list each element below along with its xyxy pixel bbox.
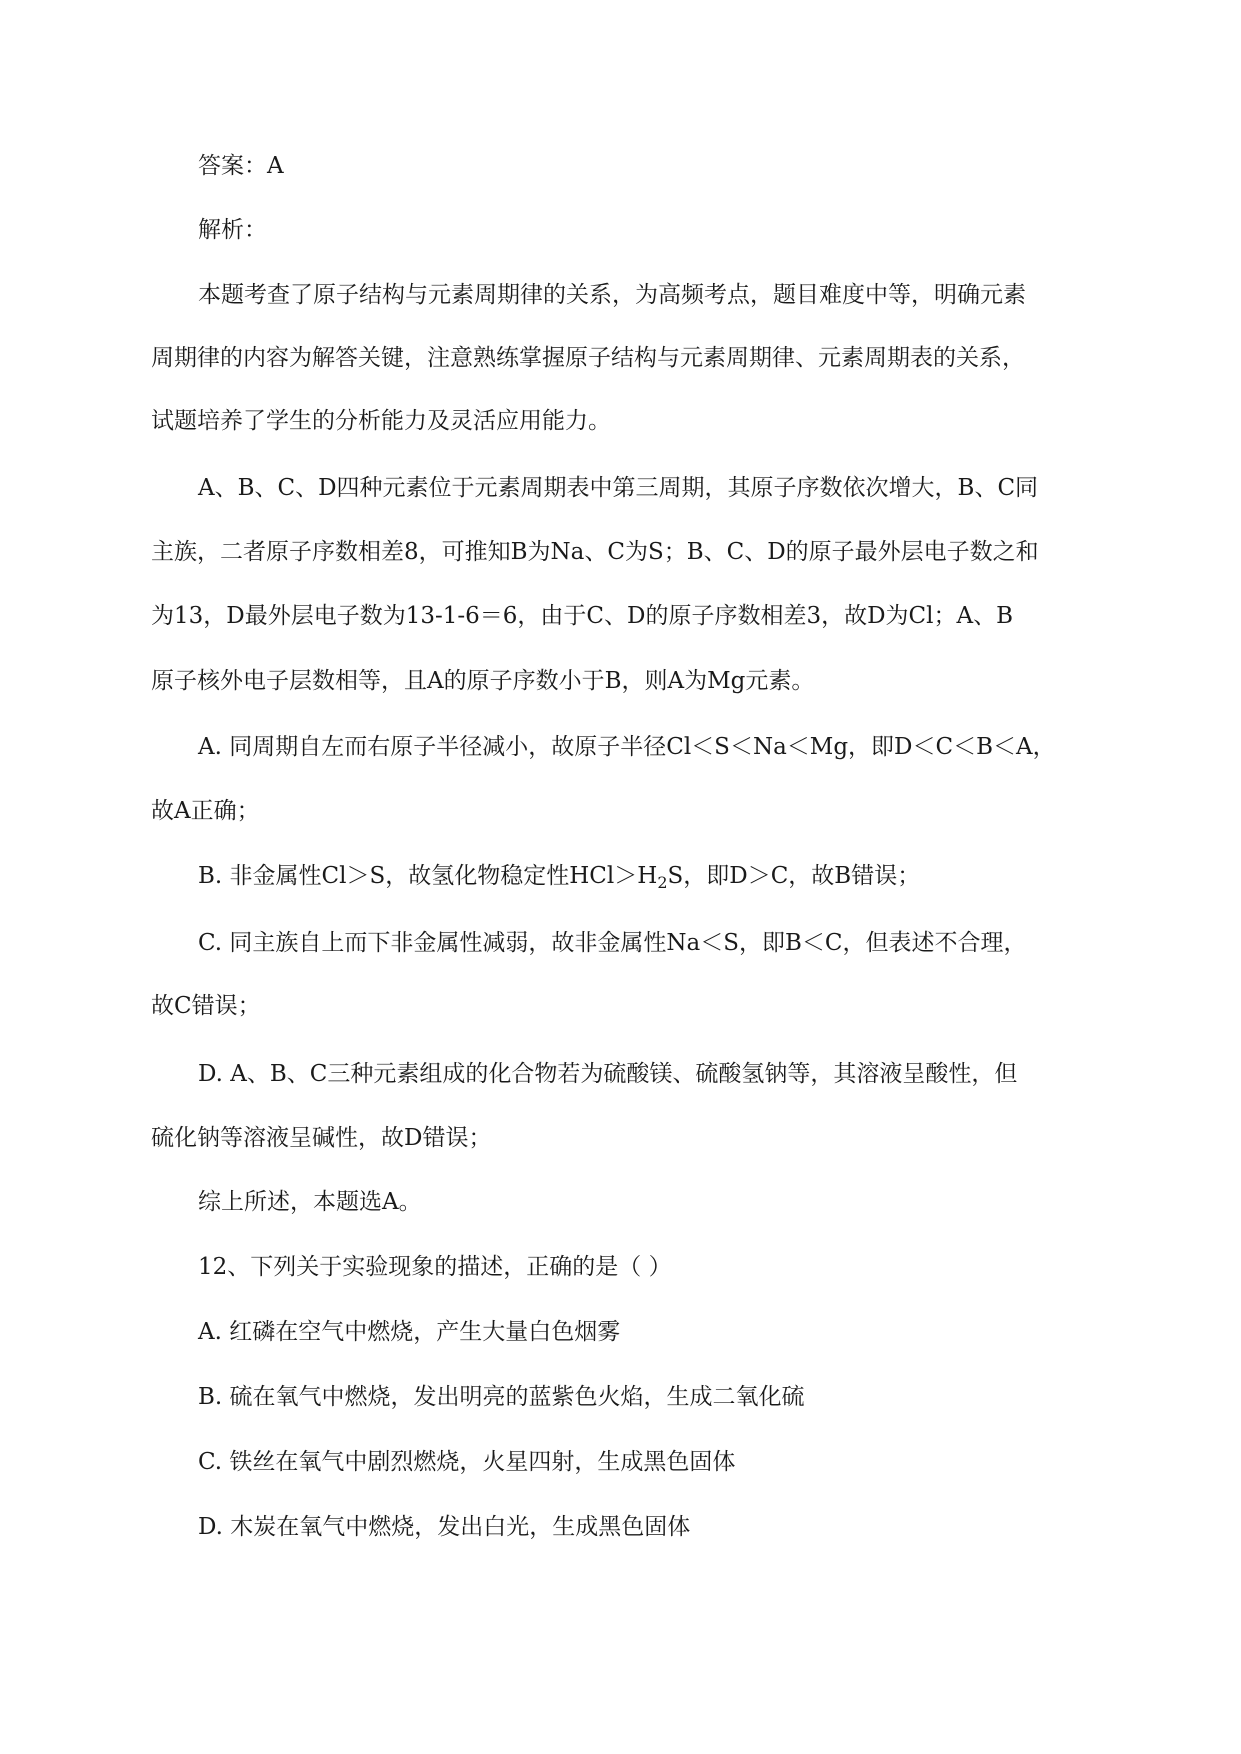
option-a-analysis-line-1: A. 同周期自左而右原子半径减小，故原子半径Cl＜S＜Na＜Mg，即D＜C＜B＜A，	[198, 734, 1056, 760]
question-12-option-a: A. 红磷在空气中燃烧，产生大量白色烟雾	[198, 1319, 621, 1345]
deduction-line-2: 主族，二者原子序数相差8，可推知B为Na、C为S；B、C、D的原子最外层电子数之和	[151, 539, 1039, 565]
deduction-line-4: 原子核外电子层数相等，且A的原子序数小于B，则A为Mg元素。	[151, 668, 815, 694]
answer-line: 答案：A	[198, 153, 284, 179]
question-12-option-c: C. 铁丝在氧气中剧烈燃烧，火星四射，生成黑色固体	[198, 1449, 736, 1475]
analysis-label: 解析：	[198, 217, 267, 243]
question-12-option-b: B. 硫在氧气中燃烧，发出明亮的蓝紫色火焰，生成二氧化硫	[198, 1384, 805, 1410]
option-a-analysis-line-2: 故A正确；	[151, 798, 260, 824]
option-b-text-before-subscript: B. 非金属性Cl＞S，故氢化物稳定性HCl＞H	[198, 863, 658, 889]
summary-line: 综上所述，本题选A。	[198, 1189, 422, 1215]
option-b-analysis	[198, 860, 920, 894]
deduction-line-1: A、B、C、D四种元素位于元素周期表中第三周期，其原子序数依次增大，B、C同	[198, 475, 1039, 501]
question-12-option-d: D. 木炭在氧气中燃烧，发出白光，生成黑色固体	[198, 1514, 691, 1540]
intro-line-1: 本题考查了原子结构与元素周期律的关系，为高频考点，题目难度中等，明确元素	[198, 282, 1026, 308]
option-c-analysis-line-2: 故C错误；	[151, 993, 261, 1019]
subscript-2: 2	[657, 873, 668, 892]
option-d-analysis-line-1: D. A、B、C三种元素组成的化合物若为硫酸镁、硫酸氢钠等，其溶液呈酸性，但	[198, 1061, 1018, 1087]
option-d-analysis-line-2: 硫化钠等溶液呈碱性，故D错误；	[151, 1125, 492, 1151]
deduction-line-3: 为13，D最外层电子数为13-1-6＝6，由于C、D的原子序数相差3，故D为Cl；A、B	[151, 603, 1013, 629]
intro-line-3: 试题培养了学生的分析能力及灵活应用能力。	[151, 408, 611, 434]
option-c-analysis-line-1: C. 同主族自上而下非金属性减弱，故非金属性Na＜S，即B＜C，但表述不合理，	[198, 930, 1027, 956]
option-b-text-after-subscript: S，即D＞C，故B错误；	[667, 863, 921, 889]
intro-line-2: 周期律的内容为解答关键，注意熟练掌握原子结构与元素周期律、元素周期表的关系，	[151, 345, 1025, 371]
question-12-stem: 12、下列关于实验现象的描述，正确的是（ ）	[198, 1254, 672, 1280]
